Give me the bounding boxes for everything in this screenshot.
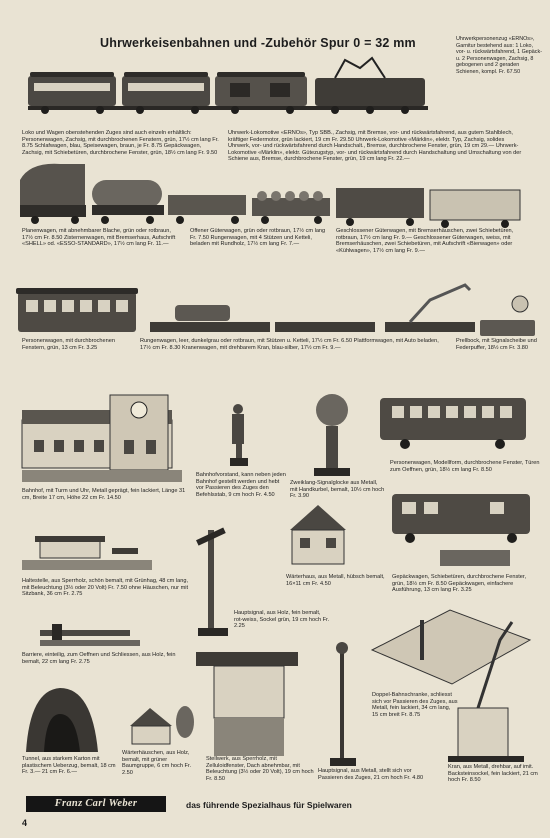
prellbock-text: Prellbock, mit Signalscheibe und Federpuffer, 18½ cm Fr. 3.80 [456, 338, 537, 351]
rungenwagen-text: Rungenwagen, leer, dunkelgrau oder rotbraun, mit Stützen u. Ketteli, 17½ cm Fr. 6.50 Plattformwagen, mit Auto beladen, 17½ cm Fr. 8.30 Kranenwagen, mit drehbarem Kran, blau-silber, 17½ cm Fr. 9.— [140, 338, 439, 351]
bahnhof-text: Bahnhof, mit Turm und Uhr, Metall geprägt, fein lackiert, Länge 31 cm, Breite 17 cm, Höhe 22 cm Fr. 14.50 [22, 488, 186, 501]
waerterhaus-text: Wärterhaus, aus Metall, hübsch bemalt, 16×11 cm Fr. 4.50 [286, 574, 385, 587]
freight-wagons-image [20, 164, 520, 228]
geschlossener-gueterwagen-text: Geschlossener Güterwagen, mit Bremserhäuschen, zwei Schiebetüren, rotbraun, 17½ cm lang Fr. 9.— Geschlossener Güterwagen, weiss, mit Bremserhäuschen, zwei Schiebetüren, mit Aufschrift «Bierwagen» oder «Kühlwagen», 17½ cm lang Fr. 9.— [336, 228, 514, 254]
ernos-set-text: Uhrwerkpersonenzug «ERNOs», Garnitur bestehend aus: 1 Loko, vor- u. rückwärtsfahrend, 1 Gepäck- u. 2 Personenwagen, Zachsig, 8 gebogenen und 2 geraden Schienen, kompl. Fr. 67.50 [456, 36, 542, 75]
page-title: Uhrwerkeisenbahnen und -Zubehör Spur 0 = 32 mm [100, 36, 416, 50]
gepaeckwagen-text: Gepäckwagen, Schiebetüren, durchbrochene Fenster, grün, 18½ cm Fr. 8.50 Gepäckwagen, einfachere Ausführung, 13 cm lang Fr. 3.25 [392, 574, 527, 594]
personenwagen-small-text: Personenwagen, mit durchbrochenen Fenstern, grün, 13 cm Fr. 3.25 [22, 338, 115, 351]
barriere-text: Barriere, einteilig, zum Oeffnen und Schliessen, aus Holz, fein bemalt, 22 cm lang Fr. 2.75 [22, 652, 176, 665]
double-barrier-image [372, 610, 530, 684]
tunnel-image [26, 688, 98, 752]
uhrwerk-loko-text: Uhrwerk-Lokomotive «ERNOs», Typ SBB., Zachsig, mit Bremse, vor- und rückwärtsfahrend, aus gutem Stahlblech, kräftiger Federmotor, grün lackiert, 19 cm Fr. 29.50 Uhrwerk-Lokomotive «Märklin», elektr. Typ, Zachsig, solides Uhrwerk, vor- und rückwärtsfahrend durch Handschalt., Bremse, durchbrochene Fenster, grün, 19 cm 29.— Uhrwerk-Lokomotive «Märklin», elektr. Gütezugstyp, vor- und rückwärtsfahrend durch Handschaltung und Umschaltung von der Schiene aus, Bremse, durchbrochene Fenster, grün, 19 cm lang Fr. 22.— [228, 130, 522, 163]
wagons-row2-image [16, 285, 535, 336]
kran-text: Kran, aus Metall, drehbar, auf imit. Backsteinsockel, fein lackiert, 21 cm hoch Fr. 8.50 [448, 764, 538, 784]
station-building-image [22, 395, 182, 482]
station-master-figure-image [230, 404, 248, 466]
hauptsignal-holz-text: Hauptsignal, aus Holz, fein bemalt, rot-weiss, Sockel grün, 19 cm hoch Fr. 2.25 [234, 610, 330, 630]
hauptsignal-metall-text: Hauptsignal, aus Metall, stellt sich vor Passieren des Zuges, 21 cm hoch Fr. 4.80 [318, 768, 424, 781]
signal-box-image [196, 652, 298, 756]
stellwerk-text: Stellwerk, aus Sperrholz, mit Zelluloidfenster, Dach abnehmbar, mit Beleuchtung (3½ oder 20 Volt), 19 cm hoch Fr. 8.50 [206, 756, 314, 782]
main-signal-wood-image [196, 528, 228, 636]
tunnel-text: Tunnel, aus starkem Karton mit plastischem Ueberzug, bemalt, 18 cm Fr. 3.— 21 cm Fr. 6.— [22, 756, 116, 776]
personenwagen-model-text: Personenwagen, Modellform, durchbrochene Fenster, Türen zum Oeffnen, grün, 18½ cm lang Fr. 8.50 [390, 460, 540, 473]
waerterhaeuschen-text: Wärterhäuschen, aus Holz, bemalt, mit grüner Baumgruppe, 6 cm hoch Fr. 2.50 [122, 750, 192, 776]
page-number: 4 [22, 818, 28, 828]
barrier-image [40, 624, 140, 646]
keeper-house-image [290, 505, 346, 564]
main-signal-metal-image [330, 642, 356, 766]
haltestelle-text: Haltestelle, aus Sperrholz, schön bemalt, mit Grünhag, 48 cm lang, mit Beleuchtung (3½ oder 20 Volt) Fr. 7.50 ohne Häuschen, nur mit Sitzbank, 36 cm Fr. 2.75 [22, 578, 189, 598]
zweiklang-signalglocke-text: Zweiklang-Signalglocke aus Metall, mit Handkurbel, bemalt, 10½ cm hoch Fr. 3.90 [290, 480, 385, 500]
franz-carl-weber-logo: Franz Carl Weber [26, 796, 166, 812]
footer-slogan: das führende Spezialhaus für Spielwaren [186, 800, 352, 810]
doppel-bahnschranke-text: Doppel-Bahnschranke, schliesst sich vor Passieren des Zuges, aus Metall, fein lackiert, 34 cm lang, 15 cm breit Fr. 8.75 [372, 692, 458, 718]
baggage-car-image [392, 494, 530, 566]
small-keeper-hut-image [130, 706, 194, 744]
planenwagen-text: Planenwagen, mit abnehmbarer Blache, grün oder rotbraun, 17½ cm Fr. 8.50 Zisternenwagen, mit Bremserhaus, Aufschrift «SHELL» od. «ESSO-STANDARD», 17½ cm lang Fr. 11.— [22, 228, 176, 248]
halt-station-image [22, 536, 152, 570]
offener-gueterwagen-text: Offener Güterwagen, grün oder rotbraun, 17½ cm lang Fr. 7.50 Rungenwagen, mit 4 Stützen und Ketteli, beladen mit Rundholz, 17½ cm lang Fr. 7.— [190, 228, 326, 248]
loko-wagen-text: Loko und Wagen obenstehenden Zuges sind auch einzeln erhältlich: Personenwagen, Zachsig, mit durchbrochenen Fenstern, grün, 17½ cm lang Fr. 8.75 Schlafwagen, blau, Speisewagen, braun, je Fr. 8.75 Gepäckwagen, Zachsig, mit Schiebetüren, durchbrochene Fenster, grün, 18½ cm lang Fr. 9.50 [22, 130, 219, 156]
signal-bell-image [314, 394, 350, 476]
passenger-car-model-image [380, 398, 526, 449]
ernos-train-image [28, 58, 428, 114]
bahnhofvorstand-text: Bahnhofvorstand, kann neben jeden Bahnhof gestellt werden und hebt vor Passieren des Zuges den Befehlsstab, 9 cm hoch Fr. 4.50 [196, 472, 286, 498]
